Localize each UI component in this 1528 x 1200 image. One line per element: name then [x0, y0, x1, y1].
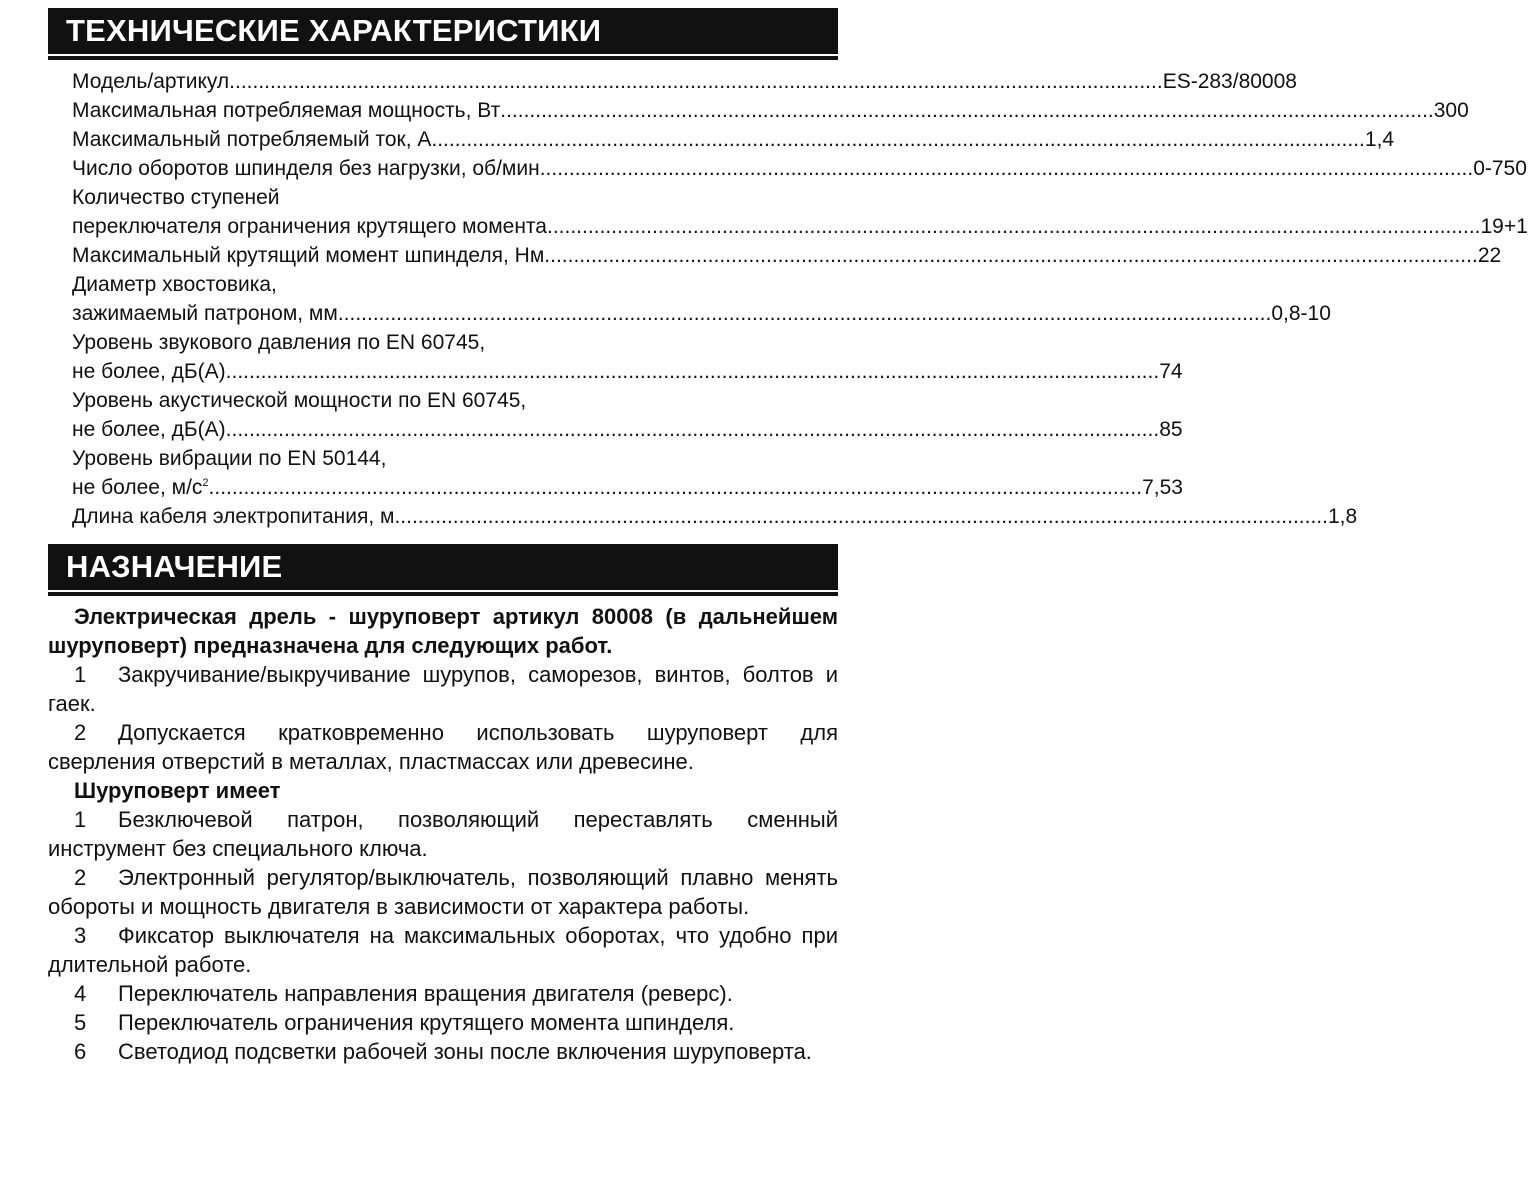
item-text: Электронный регулятор/выключатель, позволяющий плавно менять обороты и мощность двигателя в зависимости от характера работы.	[48, 865, 838, 919]
specs-header	[48, 8, 838, 54]
spec-label: Максимальный потребляемый ток, А	[72, 128, 432, 151]
feature-item	[48, 1008, 838, 1037]
spec-value: 85	[1159, 418, 1183, 441]
spec-value: 0,8-10	[1271, 302, 1331, 325]
work-item	[48, 718, 838, 776]
item-number: 1	[74, 807, 87, 832]
item-number: 4	[74, 981, 87, 1006]
spec-value: 22	[1477, 244, 1502, 267]
spec-label: Длина кабеля электропитания, м	[72, 505, 395, 528]
item-number: 5	[74, 1010, 87, 1035]
feature-item	[48, 863, 838, 921]
work-item	[48, 660, 838, 718]
specs-header-text: ТЕХНИЧЕСКИЕ ХАРАКТЕРИСТИКИ	[66, 13, 602, 48]
item-text: Фиксатор выключателя на максимальных оборотах, что удобно при длительной работе.	[48, 923, 838, 977]
spec-leader: ................................................................................................................................................................	[208, 476, 1143, 499]
purpose-header-text: НАЗНАЧЕНИЕ	[66, 549, 283, 584]
spec-row-current	[72, 128, 1395, 157]
spec-value: 7,53	[1142, 476, 1183, 499]
item-number: 6	[74, 1039, 87, 1064]
item-text: Безключевой патрон, позволяющий переставлять сменный инструмент без специального ключа.	[48, 807, 838, 861]
spec-value: 19+1	[1480, 215, 1528, 238]
item-number: 2	[74, 865, 87, 890]
item-text: Переключатель направления вращения двигателя (реверс).	[118, 981, 733, 1006]
spec-label-line1: Уровень вибрации по EN 50144,	[72, 447, 387, 470]
spec-leader: ................................................................................................................................................................	[544, 244, 1478, 267]
spec-value: 74	[1159, 360, 1183, 383]
item-number: 3	[74, 923, 87, 948]
feature-item	[48, 1037, 838, 1066]
spec-leader: ................................................................................................................................................................	[229, 70, 1163, 93]
spec-label-line1: Диаметр хвостовика,	[72, 273, 277, 296]
spec-value: 0-750	[1473, 157, 1527, 180]
spec-row-sound-pressure	[72, 360, 1183, 389]
spec-label: Модель/артикул	[72, 70, 230, 93]
spec-label: Максимальный крутящий момент шпинделя, Нм	[72, 244, 545, 267]
item-number: 2	[74, 720, 87, 745]
feature-item	[48, 979, 838, 1008]
spec-label: не более, дБ(А)	[72, 418, 226, 441]
spec-leader: ................................................................................................................................................................	[431, 128, 1365, 151]
spec-leader: ................................................................................................................................................................	[539, 157, 1474, 180]
spec-label: Максимальная потребляемая мощность, Вт	[72, 99, 501, 122]
item-text: Светодиод подсветки рабочей зоны после включения шуруповерта.	[118, 1039, 812, 1064]
spec-label-line1: Уровень звукового давления по EN 60745,	[72, 331, 486, 354]
spec-row-speed	[72, 157, 1527, 186]
spec-leader: ................................................................................................................................................................	[225, 360, 1160, 383]
spec-row-max-torque	[72, 244, 1502, 273]
purpose-section	[48, 602, 838, 1066]
spec-leader: ................................................................................................................................................................	[394, 505, 1328, 528]
spec-label-line1: Уровень акустической мощности по EN 60745,	[72, 389, 527, 412]
spec-row-chuck-diameter	[72, 302, 1331, 331]
feature-item	[48, 805, 838, 863]
spec-label-line1: Количество ступеней	[72, 186, 280, 209]
spec-row-power	[72, 99, 1469, 128]
spec-label-text: не более, м/с	[72, 476, 203, 499]
item-text: Закручивание/выкручивание шурупов, саморезов, винтов, болтов и гаек.	[48, 662, 838, 716]
item-number: 1	[74, 662, 87, 687]
item-text: Переключатель ограничения крутящего момента шпинделя.	[118, 1010, 735, 1035]
spec-row-model	[72, 70, 1297, 99]
spec-row-vibration	[72, 476, 1183, 505]
spec-leader: ................................................................................................................................................................	[337, 302, 1272, 325]
specs-header-underline	[48, 56, 838, 60]
spec-leader: ................................................................................................................................................................	[500, 99, 1434, 122]
specs-list	[72, 70, 1528, 534]
spec-value: ES-283/80008	[1162, 70, 1297, 93]
spec-value: 1,4	[1364, 128, 1395, 151]
spec-value: 1,8	[1327, 505, 1358, 528]
purpose-header-underline	[48, 592, 838, 596]
feature-item	[48, 921, 838, 979]
spec-leader: ................................................................................................................................................................	[225, 418, 1160, 441]
purpose-header	[48, 544, 838, 590]
spec-row-torque-steps	[72, 215, 1528, 244]
spec-value: 300	[1433, 99, 1469, 122]
features-header: Шуруповерт имеет	[74, 778, 281, 803]
spec-label-superscript: 2	[202, 477, 209, 489]
spec-label: переключателя ограничения крутящего момента	[72, 215, 547, 238]
spec-row-sound-power	[72, 418, 1183, 447]
spec-label: не более, дБ(А)	[72, 360, 226, 383]
spec-label	[72, 476, 209, 500]
spec-row-cable-length	[72, 505, 1358, 534]
item-text: Допускается кратковременно использовать шуруповерт для сверления отверстий в металлах, пластмассах или древесине.	[48, 720, 838, 774]
spec-leader: ................................................................................................................................................................	[546, 215, 1481, 238]
spec-label: зажимаемый патроном, мм	[72, 302, 338, 325]
purpose-intro: Электрическая дрель - шуруповерт артикул 80008 (в дальнейшем шуруповерт) предназначена для следующих работ.	[48, 604, 838, 658]
spec-label: Число оборотов шпинделя без нагрузки, об/мин	[72, 157, 540, 180]
